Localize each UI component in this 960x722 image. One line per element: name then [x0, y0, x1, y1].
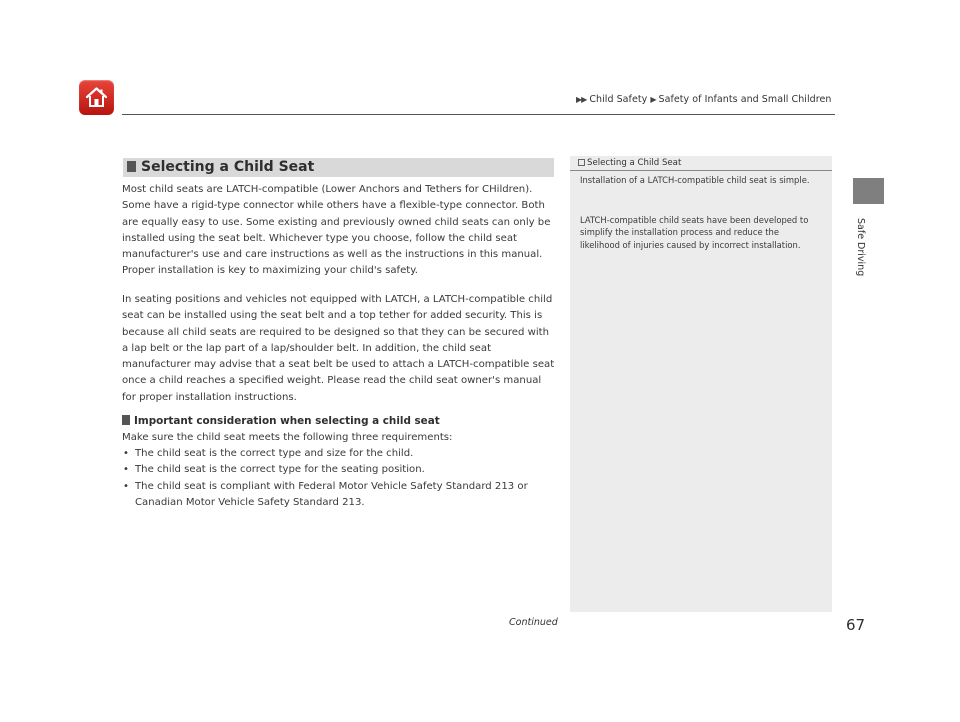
- section-header: [123, 158, 554, 177]
- note-title-text: Selecting a Child Seat: [587, 158, 682, 168]
- section-title: [127, 159, 314, 175]
- subsection-heading: [122, 415, 440, 427]
- breadcrumb-item-child-safety[interactable]: Child Safety: [589, 94, 648, 105]
- square-bullet-icon: [127, 161, 136, 172]
- paragraph-latch-seatbelt: In seating positions and vehicles not equipped with LATCH, a LATCH-compatible child seat can be installed using the seat belt and a top tether for added security. This is because all child seats are required to be designed so that they can be secured with a lap belt or the lap part of a lap/shoulder belt. In addition, the child seat manufacturer may advise that a seat belt be used to attach a LATCH-compatible seat once a child reaches a specified weight. Please read the child seat owner's manual for proper installation instructions.: [122, 294, 555, 403]
- note-title: [578, 158, 681, 168]
- breadcrumb-arrow-icon: ▶: [650, 95, 656, 104]
- breadcrumb-arrow-icon: ▶▶: [576, 95, 587, 104]
- chapter-label: Safe Driving: [855, 218, 866, 277]
- page-number: 67: [846, 616, 866, 634]
- list-item: • The child seat is the correct type and size for the child.: [122, 446, 557, 462]
- note-sidebar: [570, 156, 832, 612]
- requirements-list: [122, 446, 557, 511]
- paragraph-requirements: Make sure the child seat meets the following three requirements:: [122, 432, 453, 443]
- paragraph-latch-intro: Most child seats are LATCH-compatible (Lower Anchors and Tethers for CHildren). Some have a rigid-type connector while others have a flexible-type connector. Both are equally easy to use. Some existing and previously owned child seats can only be installed using the seat belt. Whichever type you choose, follow the child seat manufacturer's use and care instructions as well as the instructions in this manual. Proper installation is key to maximizing your child's safety.: [122, 184, 551, 277]
- note-paragraph: Installation of a LATCH-compatible child seat is simple.: [580, 175, 810, 185]
- breadcrumb: [576, 94, 831, 105]
- note-divider: [570, 170, 832, 171]
- list-item: • The child seat is compliant with Federal Motor Vehicle Safety Standard 213 or Canadian Motor Vehicle Safety Standard 213.: [122, 479, 557, 512]
- home-button[interactable]: [79, 80, 114, 115]
- square-bullet-icon: [122, 415, 130, 425]
- note-icon: [578, 159, 585, 166]
- home-icon: [84, 85, 109, 110]
- note-paragraph: LATCH-compatible child seats have been developed to simplify the installation process and reduce the likelihood of injuries caused by incorrect installation.: [580, 215, 809, 250]
- header-divider: [122, 114, 835, 115]
- breadcrumb-item-safety-of-infants[interactable]: Safety of Infants and Small Children: [658, 94, 832, 105]
- subsection-heading-text: Important consideration when selecting a child seat: [134, 415, 440, 427]
- chapter-tab[interactable]: [853, 178, 884, 204]
- section-title-text: Selecting a Child Seat: [141, 159, 315, 175]
- continued-label: Continued: [509, 617, 558, 628]
- list-item: • The child seat is the correct type for the seating position.: [122, 462, 557, 478]
